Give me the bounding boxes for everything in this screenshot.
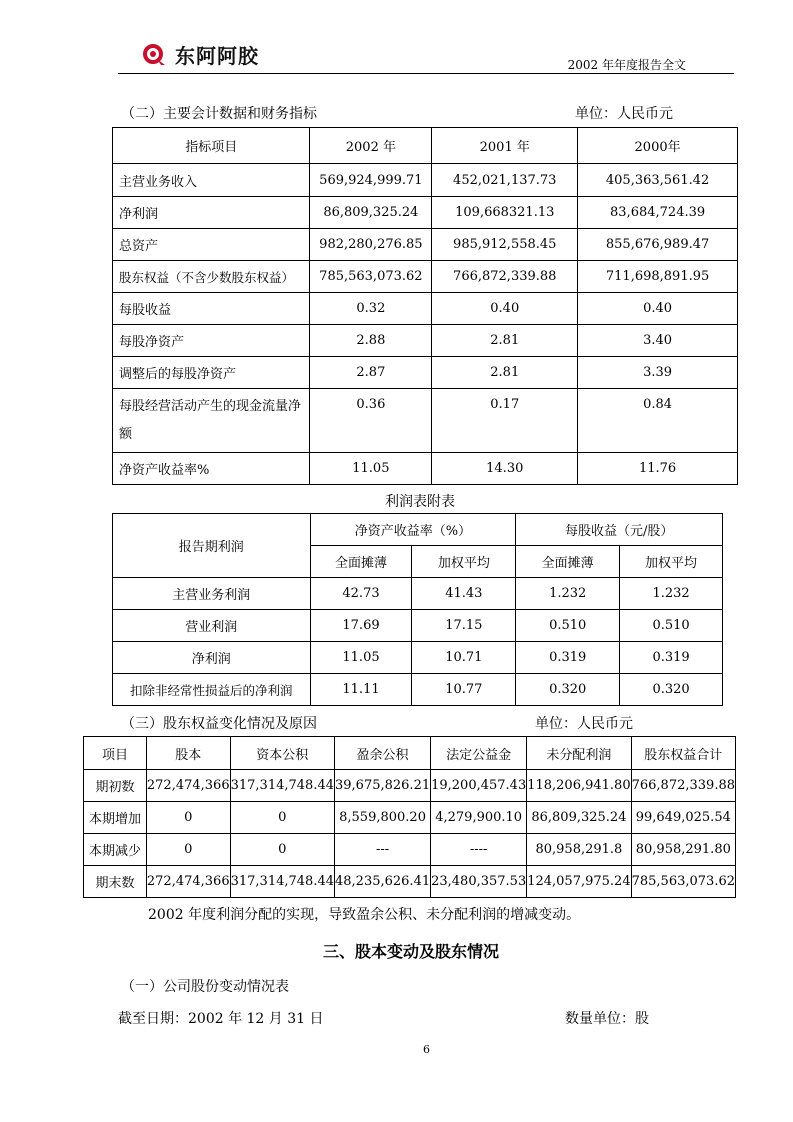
table-row xyxy=(113,197,738,229)
table-cell: 982,280,276.85 xyxy=(310,229,432,261)
table-cell: 766,872,339.88 xyxy=(631,770,735,802)
profit-supplementary-table xyxy=(112,513,723,706)
table-cell: 2.81 xyxy=(432,357,578,389)
table-cell: 86,809,325.24 xyxy=(310,197,432,229)
brand-name: 东阿阿胶 xyxy=(175,44,259,68)
column-header: 2000年 xyxy=(578,128,738,164)
table-cell: 0 xyxy=(146,834,230,866)
table-cell: 23,480,357.53 xyxy=(431,866,527,898)
table-cell: 0.510 xyxy=(620,610,723,642)
table-cell: 2.81 xyxy=(432,325,578,357)
table-cell: 41.43 xyxy=(412,578,516,610)
profit-table-title: 利润表附表 xyxy=(385,494,455,510)
row-label: 本期增加 xyxy=(84,802,147,834)
table-cell: 17.15 xyxy=(412,610,516,642)
column-header: 全面摊薄 xyxy=(310,546,412,578)
row-group-header: 报告期利润 xyxy=(113,514,311,578)
table-row xyxy=(84,866,736,898)
section2-title: （二）主要会计数据和财务指标 xyxy=(121,106,317,122)
table-cell: 272,474,366 xyxy=(146,866,230,898)
table-cell: 0.32 xyxy=(310,293,432,325)
table-cell: 17.69 xyxy=(310,610,412,642)
table-row xyxy=(84,802,736,834)
table-cell: 0.17 xyxy=(432,389,578,453)
table-header-row xyxy=(113,128,738,164)
row-label: 每股收益 xyxy=(113,293,310,325)
table-header-row xyxy=(84,737,736,770)
table-cell: 405,363,561.42 xyxy=(578,164,738,197)
table-cell: 124,057,975.24 xyxy=(527,866,631,898)
column-header: 法定公益金 xyxy=(431,737,527,770)
column-header: 加权平均 xyxy=(412,546,516,578)
table-cell: 2.87 xyxy=(310,357,432,389)
table-row xyxy=(113,261,738,293)
table-header-row xyxy=(113,514,723,546)
table-row xyxy=(113,674,723,706)
table-row xyxy=(113,293,738,325)
table-cell: 99,649,025.54 xyxy=(631,802,735,834)
table-cell: 109,668321.13 xyxy=(432,197,578,229)
table-cell: 1.232 xyxy=(620,578,723,610)
column-header: 指标项目 xyxy=(113,128,310,164)
table-cell: 272,474,366 xyxy=(146,770,230,802)
table-cell: 10.77 xyxy=(412,674,516,706)
column-header: 全面摊薄 xyxy=(516,546,620,578)
table-cell: 317,314,748.44 xyxy=(230,866,334,898)
section2-unit: 单位：人民币元 xyxy=(575,106,673,122)
page-number: 6 xyxy=(423,1043,430,1056)
column-header: 项目 xyxy=(84,737,147,770)
table-row xyxy=(113,578,723,610)
row-label: 主营业务利润 xyxy=(113,578,311,610)
table-row xyxy=(84,834,736,866)
row-label: 期初数 xyxy=(84,770,147,802)
table-cell: 4,279,900.10 xyxy=(431,802,527,834)
table-cell: 855,676,989.47 xyxy=(578,229,738,261)
table-cell: 569,924,999.71 xyxy=(310,164,432,197)
header-divider xyxy=(118,73,734,74)
table-cell: 80,958,291.80 xyxy=(631,834,735,866)
table-cell: 3.39 xyxy=(578,357,738,389)
table-row xyxy=(113,610,723,642)
section3-title: （三）股东权益变化情况及原因 xyxy=(121,716,317,732)
column-header: 2001 年 xyxy=(432,128,578,164)
table-cell: 985,912,558.45 xyxy=(432,229,578,261)
table-cell: 11.11 xyxy=(310,674,412,706)
column-group-header: 每股收益（元/股） xyxy=(516,514,723,546)
quantity-unit: 数量单位：股 xyxy=(565,1011,649,1027)
table-cell: 80,958,291.8 xyxy=(527,834,631,866)
share-changes-title: （一）公司股份变动情况表 xyxy=(121,979,289,995)
column-header: 股本 xyxy=(146,737,230,770)
column-group-header: 净资产收益率（%） xyxy=(310,514,516,546)
row-label: 净利润 xyxy=(113,197,310,229)
table-cell: 0.510 xyxy=(516,610,620,642)
table-cell: 0 xyxy=(230,834,334,866)
table-cell: ---- xyxy=(431,834,527,866)
table-row xyxy=(113,357,738,389)
row-label: 每股净资产 xyxy=(113,325,310,357)
table-row xyxy=(113,389,738,453)
table-cell: 785,563,073.62 xyxy=(631,866,735,898)
distribution-note: 2002 年度利润分配的实现，导致盈余公积、未分配利润的增减变动。 xyxy=(148,907,581,923)
table-row xyxy=(113,164,738,197)
table-cell: 1.232 xyxy=(516,578,620,610)
table-cell: 711,698,891.95 xyxy=(578,261,738,293)
part3-heading: 三、股本变动及股东情况 xyxy=(323,942,500,961)
table-cell: 11.76 xyxy=(578,453,738,485)
column-header: 盈余公积 xyxy=(335,737,431,770)
table-cell: 766,872,339.88 xyxy=(432,261,578,293)
row-label: 调整后的每股净资产 xyxy=(113,357,310,389)
table-cell: 0.320 xyxy=(516,674,620,706)
section3-unit: 单位：人民币元 xyxy=(535,716,633,732)
table-cell: 317,314,748.44 xyxy=(230,770,334,802)
row-label: 本期减少 xyxy=(84,834,147,866)
column-header: 加权平均 xyxy=(620,546,723,578)
table-cell: 0.320 xyxy=(620,674,723,706)
financial-indicators-table xyxy=(112,127,738,485)
table-cell: 11.05 xyxy=(310,453,432,485)
column-header: 未分配利润 xyxy=(527,737,631,770)
table-cell: 42.73 xyxy=(310,578,412,610)
table-cell: 10.71 xyxy=(412,642,516,674)
column-header: 资本公积 xyxy=(230,737,334,770)
logo-emblem-icon xyxy=(143,43,167,67)
table-cell: 0.40 xyxy=(432,293,578,325)
table-cell: 0.36 xyxy=(310,389,432,453)
row-label: 主营业务收入 xyxy=(113,164,310,197)
table-cell: 0.84 xyxy=(578,389,738,453)
table-row xyxy=(84,770,736,802)
column-header: 股东权益合计 xyxy=(631,737,735,770)
table-cell: 83,684,724.39 xyxy=(578,197,738,229)
cutoff-date: 截至日期：2002 年 12 月 31 日 xyxy=(118,1011,324,1027)
table-row xyxy=(113,325,738,357)
row-label: 净利润 xyxy=(113,642,311,674)
row-label: 总资产 xyxy=(113,229,310,261)
row-label: 净资产收益率% xyxy=(113,453,310,485)
table-cell: 452,021,137.73 xyxy=(432,164,578,197)
table-cell: 2.88 xyxy=(310,325,432,357)
table-cell: 3.40 xyxy=(578,325,738,357)
table-cell: 11.05 xyxy=(310,642,412,674)
equity-changes-table xyxy=(83,736,736,898)
document-title: 2002 年年度报告全文 xyxy=(567,58,686,72)
table-cell: 39,675,826.21 xyxy=(335,770,431,802)
company-logo xyxy=(143,40,259,69)
row-label: 股东权益（不含少数股东权益） xyxy=(113,261,310,293)
table-cell: 0.40 xyxy=(578,293,738,325)
table-cell: 0.319 xyxy=(620,642,723,674)
table-row xyxy=(113,642,723,674)
table-cell: 0 xyxy=(146,802,230,834)
table-cell: 0 xyxy=(230,802,334,834)
table-cell: 86,809,325.24 xyxy=(527,802,631,834)
table-row xyxy=(113,229,738,261)
row-label: 每股经营活动产生的现金流量净额 xyxy=(113,389,310,453)
table-cell: 785,563,073.62 xyxy=(310,261,432,293)
table-cell: 0.319 xyxy=(516,642,620,674)
table-cell: --- xyxy=(335,834,431,866)
table-cell: 14.30 xyxy=(432,453,578,485)
table-cell: 118,206,941.80 xyxy=(527,770,631,802)
row-label: 营业利润 xyxy=(113,610,311,642)
table-row xyxy=(113,453,738,485)
column-header: 2002 年 xyxy=(310,128,432,164)
row-label: 期末数 xyxy=(84,866,147,898)
table-cell: 48,235,626.41 xyxy=(335,866,431,898)
table-cell: 19,200,457.43 xyxy=(431,770,527,802)
table-cell: 8,559,800.20 xyxy=(335,802,431,834)
row-label: 扣除非经常性损益后的净利润 xyxy=(113,674,311,706)
